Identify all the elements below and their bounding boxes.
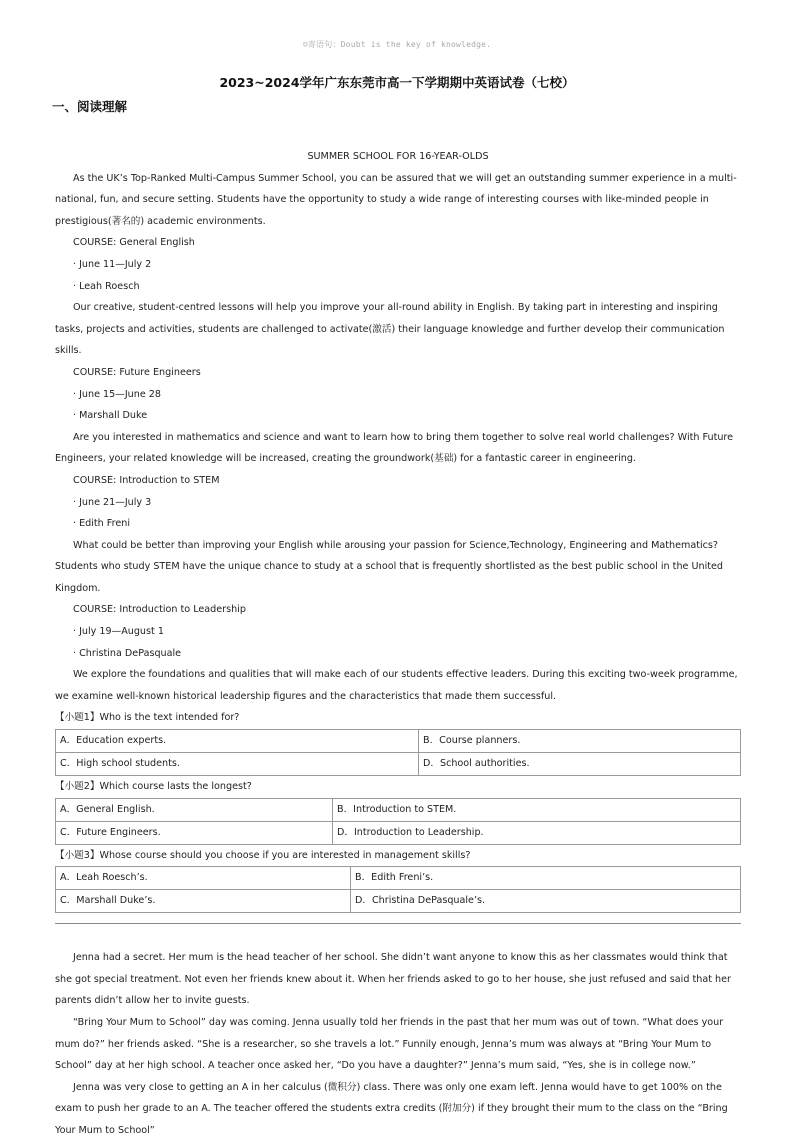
course-dates: · June 15—June 28	[73, 388, 161, 400]
course-teacher: · Leah Roesch	[73, 280, 140, 292]
course-description: What could be better than improving your English while arousing your passion for Science,Technology, Engineering and Mathematics? Students who study STEM have the unique chance to study at a school that is frequently shortlisted as the best public school in the United Kingdom.	[55, 539, 724, 594]
course-description: We explore the foundations and qualities that will make each of our students effective leaders. During this exciting two-week programme, we examine well-known historical leadership figures and the characteristics that made them successful.	[55, 669, 738, 702]
passage-paragraph: “Bring Your Mum to School” day was coming. Jenna usually told her friends in the past that her mum was out of town. “What does your mum do?” her friends asked. “She is a researcher, so she travels a lot.” Funnily enough, Jenna’s mum was always at “Bring Your Mum to School” day at her high school. A teacher once asked her, “Do you have a daughter?” Jenna’s mum said, “Yes, she is in college now.”	[55, 1017, 724, 1072]
section-divider	[55, 923, 741, 924]
options-row	[56, 821, 741, 844]
course-teacher: · Edith Freni	[73, 518, 131, 530]
options-row	[56, 753, 741, 776]
option-d[interactable]: D．Christina DePasquale’s.	[351, 890, 741, 913]
options-row	[56, 730, 741, 753]
exam-title: 2023~2024学年广东东莞市高一下学期期中英语试卷（七校）	[219, 75, 575, 90]
course-description: Are you interested in mathematics and science and want to learn how to bring them together to solve real world challenges? With Future Engineers, your related knowledge will be increased, creating the groundwork(基础) for a fantastic career in engineering.	[55, 431, 734, 465]
course-name: COURSE: Introduction to STEM	[73, 474, 220, 486]
question-stem: 【小题1】Who is the text intended for?	[55, 712, 240, 724]
course-name: COURSE: Introduction to Leadership	[73, 604, 246, 616]
passage-intro: As the UK’s Top-Ranked Multi-Campus Summer School, you can be assured that we will get an outstanding summer experience in a multi-national, fun, and secure setting. Students have the opportunity to study a wide range of interesting courses with like-minded people in prestigious(著名的) academic environments.	[55, 172, 737, 227]
option-d[interactable]: D．Introduction to Leadership.	[333, 821, 741, 844]
question-stem: 【小题2】Which course lasts the longest?	[55, 781, 252, 793]
option-b[interactable]: B．Introduction to STEM.	[333, 798, 741, 821]
question-stem: 【小题3】Whose course should you choose if you are interested in management skills?	[55, 849, 471, 861]
course-description: Our creative, student-centred lessons will help you improve your all-round ability in English. By taking part in interesting and inspiring tasks, projects and activities, students are challenged to activate(激活) their language knowledge and further develop their communication skills.	[55, 302, 725, 357]
options-row	[56, 890, 741, 913]
option-a[interactable]: A．Leah Roesch’s.	[56, 867, 351, 890]
course-dates: · July 19—August 1	[73, 626, 164, 638]
section-heading: 一、阅读理解	[52, 99, 128, 114]
options-row	[56, 867, 741, 890]
question-3-options	[55, 866, 741, 913]
passage-paragraph: Jenna was very close to getting an A in her calculus (微积分) class. There was only one exam left. Jenna would have to get 100% on the exam to push her grade to an A. The teacher offered the students extra credits (附加分) if they brought their mum to the class on the “Bring Your Mum to School”	[55, 1081, 728, 1136]
course-dates: · June 11—July 2	[73, 258, 152, 270]
course-teacher: · Christina DePasquale	[73, 647, 182, 659]
passage-heading: SUMMER SCHOOL FOR 16-YEAR-OLDS	[307, 151, 489, 162]
option-a[interactable]: A．General English.	[56, 798, 333, 821]
option-c[interactable]: C．Future Engineers.	[56, 821, 333, 844]
option-c[interactable]: C．Marshall Duke’s.	[56, 890, 351, 913]
option-b[interactable]: B．Course planners.	[419, 730, 741, 753]
option-c[interactable]: C．High school students.	[56, 753, 419, 776]
course-dates: · June 21—July 3	[73, 496, 152, 508]
exam-content	[55, 146, 741, 1142]
course-teacher: · Marshall Duke	[73, 410, 148, 422]
passage-paragraph: Jenna had a secret. Her mum is the head teacher of her school. She didn’t want anyone to know this as her classmates would think that she got special treatment. Not even her friends knew about it. When her friends asked to go to her house, she just refused and said that her parents didn’t allow her to invite guests.	[55, 952, 731, 1007]
watermark: ☺寄语句：Doubt is the key of knowledge.	[302, 40, 492, 49]
course-name: COURSE: Future Engineers	[73, 366, 201, 378]
option-d[interactable]: D．School authorities.	[419, 753, 741, 776]
option-b[interactable]: B．Edith Freni’s.	[351, 867, 741, 890]
question-1-options	[55, 729, 741, 776]
options-row	[56, 798, 741, 821]
course-name: COURSE: General English	[73, 237, 195, 249]
option-a[interactable]: A．Education experts.	[56, 730, 419, 753]
question-2-options	[55, 798, 741, 845]
